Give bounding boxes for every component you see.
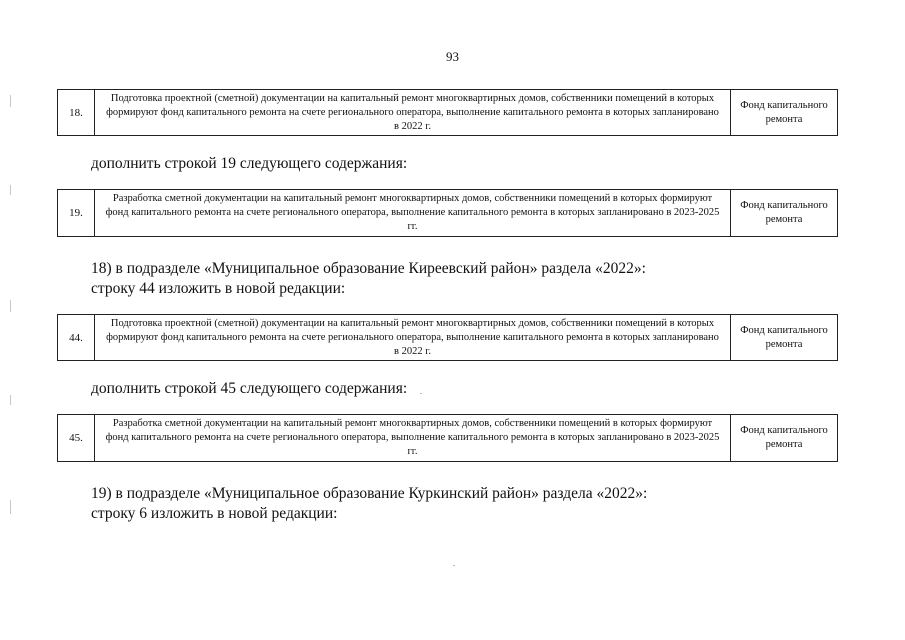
row-funding-source: Фонд капитального ремонта — [740, 200, 828, 225]
scan-speck — [453, 565, 455, 566]
scan-margin-mark — [10, 500, 11, 514]
row-description: Разработка сметной документации на капитальный ремонт многоквартирных домов, собственники помещений в которых формируют фонд капитального ремонта на счете регионального оператора, выполнение капитального ремонта в которых запланировано в 2023-2025 гг. — [95, 190, 731, 236]
scan-margin-mark — [10, 95, 11, 107]
scan-margin-mark — [10, 185, 11, 195]
paragraph-item-18-line-2: строку 44 изложить в новой редакции: — [91, 280, 346, 297]
row-number: 45. — [58, 415, 95, 461]
paragraph-item-18-line-1: 18) в подразделе «Муниципальное образование Киреевский район» раздела «2022»: — [91, 260, 646, 277]
table-row-45 — [57, 414, 838, 462]
row-funding-source: Фонд капитального ремонта — [740, 324, 828, 350]
paragraph-add-row-19: дополнить строкой 19 следующего содержания: — [91, 155, 408, 172]
row-description: Подготовка проектной (сметной) документации на капитальный ремонт многоквартирных домов, собственники помещений в которых формируют фонд капитального ремонта на счете регионального оператора, выполнение капитального ремонта в которых запланировано в 2022 г. — [95, 315, 731, 360]
paragraph-item-19-line-1: 19) в подразделе «Муниципальное образование Куркинский район» раздела «2022»: — [91, 485, 648, 502]
page-number: 93 — [446, 49, 459, 64]
row-description: Подготовка проектной (сметной) документации на капитальный ремонт многоквартирных домов, собственники помещений в которых формируют фонд капитального ремонта на счете регионального оператора, выполнение капитального ремонта в которых запланировано в 2022 г. — [95, 90, 731, 135]
scan-margin-mark — [10, 395, 11, 405]
row-funding-source: Фонд капитального ремонта — [740, 425, 828, 450]
row-funding-source: Фонд капитального ремонта — [740, 99, 828, 125]
scan-speck — [420, 393, 422, 394]
paragraph-add-row-45: дополнить строкой 45 следующего содержания: — [91, 380, 408, 397]
table-row-44 — [57, 314, 838, 361]
table-row-18 — [57, 89, 838, 136]
scan-margin-mark — [10, 300, 11, 312]
paragraph-item-19-line-2: строку 6 изложить в новой редакции: — [91, 505, 338, 522]
row-number: 18. — [58, 90, 95, 135]
row-number: 19. — [58, 190, 95, 236]
table-row-19 — [57, 189, 838, 237]
row-description: Разработка сметной документации на капитальный ремонт многоквартирных домов, собственники помещений в которых формируют фонд капитального ремонта на счете регионального оператора, выполнение капитального ремонта в которых запланировано в 2023-2025 гг. — [95, 415, 731, 461]
row-number: 44. — [58, 315, 95, 360]
